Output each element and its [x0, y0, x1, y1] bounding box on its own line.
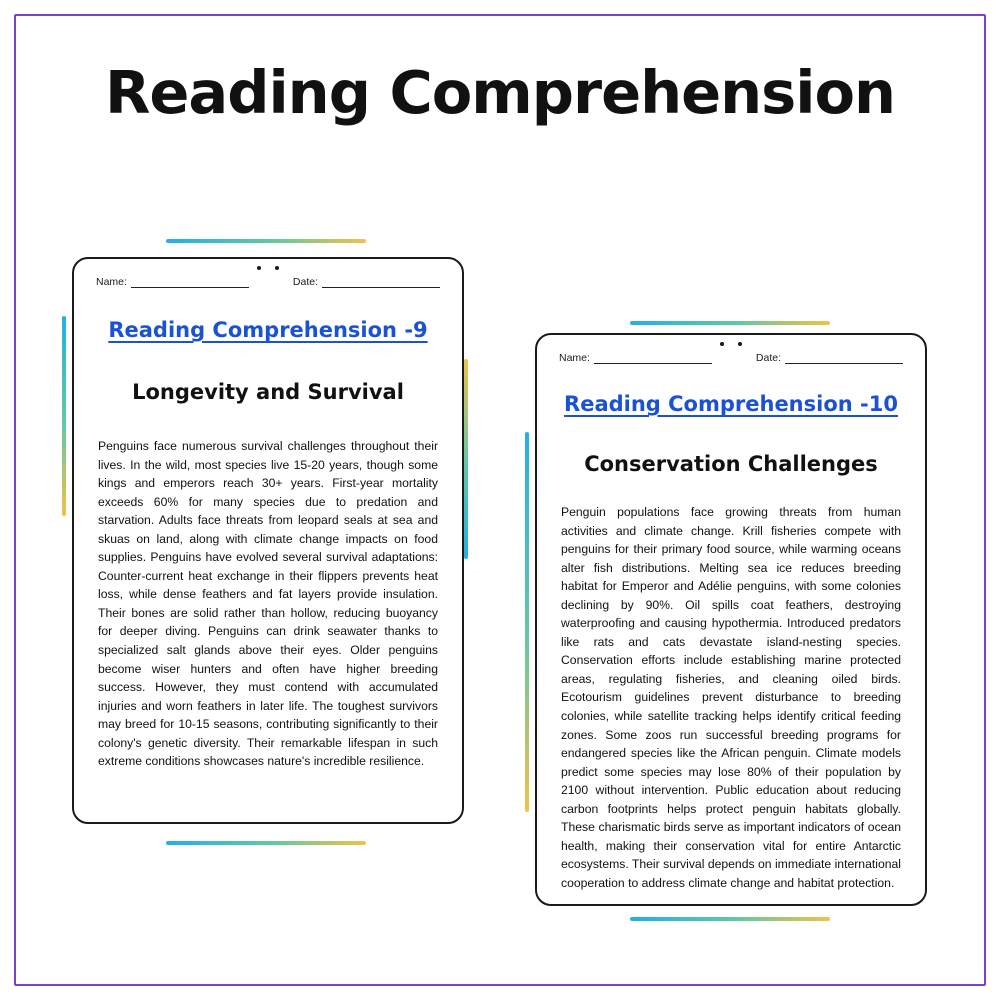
worksheet-passage: Penguin populations face growing threats from human activities and climate change. Krill fisheries compete with penguins for their primary food source, while warming oceans alter fish distributions. Melting sea ice reduces breeding habitat for Emperor and Adélie penguins, with some colonies declining by 90%. Oil spills coat feathers, destroying waterproofing and causing hypothermia. Introduced predators like rats and cats devastate island-nesting species. Conservation efforts include establishing marine protected areas, regulating fisheries, and cleaning oiled birds. Ecotourism guidelines prevent disturbance to breeding colonies, while satellite tracking helps identify critical feeding zones. Some zoos run successful breeding programs for endangered species like the African penguin. Climate models predict some species may lose 80% of their population by 2100 without intervention. Public education about reducing carbon footprints helps protect penguin habitats globally. These charismatic birds serve as important indicators of ocean health, making their conservation vital for entire Antarctic ecosystems. Their survival depends on immediate international cooperation to address climate change and habitat protection.	[561, 505, 901, 890]
worksheet-subtitle: Longevity and Survival	[132, 380, 404, 404]
name-field-group[interactable]	[96, 276, 249, 288]
name-field-group[interactable]	[559, 352, 712, 364]
date-label: Date:	[292, 276, 318, 288]
camera-dots-icon	[720, 341, 742, 346]
worksheet-meta-row	[537, 335, 925, 364]
date-field-group[interactable]	[756, 352, 903, 364]
camera-dots-icon	[257, 265, 279, 270]
date-input-line[interactable]	[785, 353, 903, 364]
page-title: Reading Comprehension	[104, 58, 896, 127]
decorative-stroke-bottom-left	[166, 841, 366, 845]
name-label: Name:	[559, 352, 590, 364]
worksheet-card-10	[535, 333, 927, 906]
decorative-stroke-left-card-right-edge	[464, 359, 468, 559]
name-label: Name:	[96, 276, 127, 288]
decorative-stroke-right-card-left-edge	[525, 432, 529, 812]
worksheet-subtitle: Conservation Challenges	[584, 452, 878, 476]
worksheet-card-9	[72, 257, 464, 824]
worksheet-passage: Penguins face numerous survival challenges throughout their lives. In the wild, most species live 15-20 years, though some kings and emperors reach 30+ years. First-year mortality exceeds 60% for many species due to predation and starvation. Adults face threats from leopard seals at sea and skuas on land, along with climate change impacts on food supplies. Penguins have evolved several survival adaptations: Counter-current heat exchange in their flippers prevents heat loss, while dense feathers and fat layers provide insulation. Their bones are solid rather than hollow, reducing buoyancy for deeper diving. Penguins can drink seawater thanks to specialized salt glands above their eyes. Older penguins become wiser hunters and often have higher breeding success. However, they must contend with accumulated injuries and worn feathers in later life. The toughest survivors may breed for 10-15 seasons, contributing significantly to their colony's genetic diversity. Their remarkable lifespan in such extreme conditions showcases nature's incredible resilience.	[98, 439, 438, 769]
worksheet-title: Reading Comprehension -10	[564, 392, 898, 416]
decorative-stroke-left-edge	[62, 316, 66, 516]
name-input-line[interactable]	[131, 277, 249, 288]
date-label: Date:	[755, 352, 781, 364]
name-input-line[interactable]	[594, 353, 712, 364]
decorative-stroke-top-left	[166, 239, 366, 243]
decorative-stroke-bottom-right	[630, 917, 830, 921]
worksheet-title: Reading Comprehension -9	[108, 318, 428, 342]
worksheet-meta-row	[74, 259, 462, 288]
decorative-stroke-top-right	[630, 321, 830, 325]
date-field-group[interactable]	[293, 276, 440, 288]
date-input-line[interactable]	[322, 277, 440, 288]
